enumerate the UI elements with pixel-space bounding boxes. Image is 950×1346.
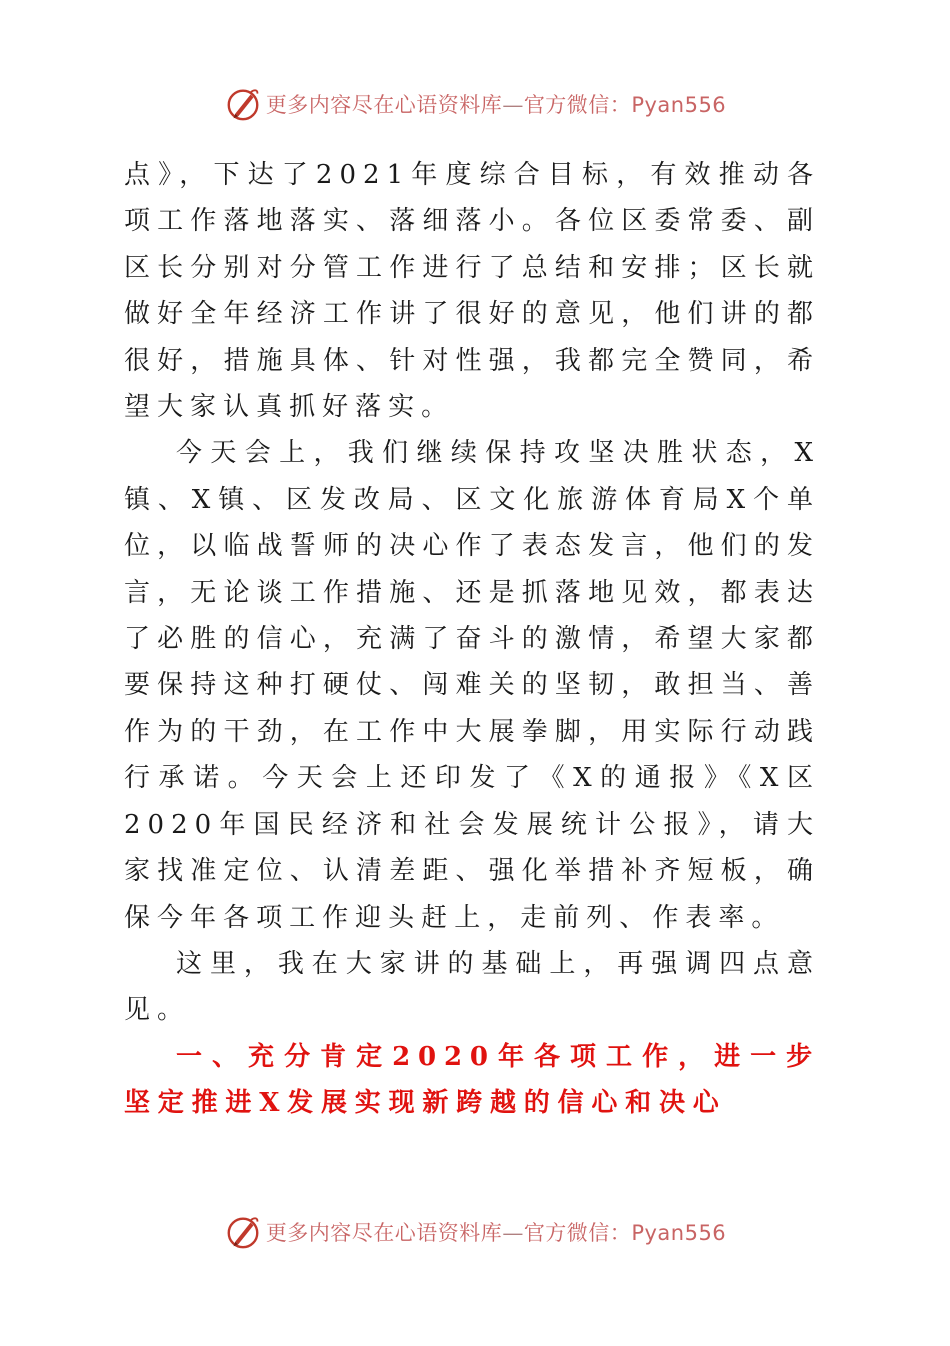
paragraph-3: 这里，我在大家讲的基础上，再强调四点意见。 [124,948,820,1026]
watermark-contact-id: Pyan556 [631,93,727,117]
watermark-footer [0,1210,950,1254]
watermark-contact-label: 官方微信： [523,93,632,117]
watermark-text [266,1217,726,1247]
watermark-contact-label: 官方微信： [523,1221,632,1245]
watermark-site: 更多内容尽在心语资料库 [265,93,503,117]
document-body [124,152,820,1127]
watermark-text [266,89,726,119]
paragraph-2: 今天会上，我们继续保持攻坚决胜状态，X镇、X镇、区发改局、区文化旅游体育局X个单位，以临战誓师的决心作了表态发言，他们的发言，无论谈工作措施、还是抓落地见效，都表达了必胜的信心，充满了奋斗的激情，希望大家都要保持这种打硬仗、闯难关的坚韧，敢担当、善作为的干劲，在工作中大展拳脚，用实际行动践行承诺。今天会上还印发了《X的通报》《X区2020年国民经济和社会发展统计公报》，请大家找准定位、认清差距、强化举措补齐短板，确保今年各项工作迎头赶上，走前列、作表率。 [124,438,820,933]
watermark-contact-id: Pyan556 [631,1221,727,1245]
section-heading: 一、充分肯定2020年各项工作，进一步坚定推进X发展实现新跨越的信心和决心 [124,1041,820,1119]
watermark-separator: — [502,1221,524,1245]
paragraph-1: 点》，下达了2021年度综合目标，有效推动各项工作落地落实、落细落小。各位区委常委、副区长分别对分管工作进行了总结和安排；区长就做好全年经济工作讲了很好的意见，他们讲的都很好，措施具体、针对性强，我都完全赞同，希望大家认真抓好落实。 [124,160,820,423]
watermark-header [0,82,950,126]
watermark-separator: — [502,93,524,117]
pen-in-circle-icon [224,85,262,123]
pen-in-circle-icon [224,1213,262,1251]
watermark-site: 更多内容尽在心语资料库 [265,1221,503,1245]
